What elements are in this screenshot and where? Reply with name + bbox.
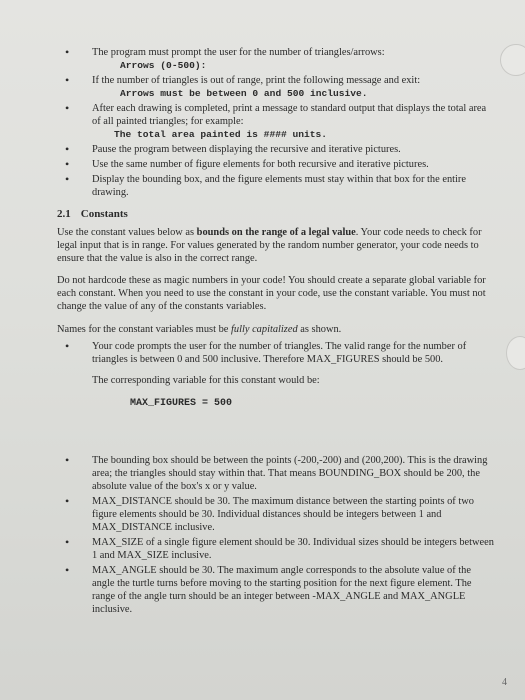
bullet-icon: • bbox=[65, 453, 70, 467]
list-item: • MAX_ANGLE should be 30. The maximum angle corresponds to the absolute value of the angle the turtle turns before moving to the starting position for the next figure element. The range of the angle turn should be an integer between -MAX_ANGLE and MAX_ANGLE inclusive. bbox=[65, 563, 472, 615]
bullet-icon: • bbox=[65, 494, 70, 508]
bullet-icon: • bbox=[65, 45, 70, 59]
paragraph: Do not hardcode these as magic numbers in your code! You should create a separate global variable for each constant. When you need to use the constant in your code, use the constant variable. You must not change the value of any of the constants variables. bbox=[57, 275, 486, 312]
list-item: • Your code prompts the user for the number of triangles. The valid range for the number of triangles is between 0 and 500 inclusive. Therefore MAX_FIGURES should be 500. bbox=[65, 339, 467, 365]
code-snippet: Arrows must be between 0 and 500 inclusive. bbox=[120, 88, 368, 99]
list-item: • Use the same number of figure elements for both recursive and iterative pictures. bbox=[65, 157, 429, 171]
bullet-icon: • bbox=[65, 73, 70, 87]
list-item: • Display the bounding box, and the figure elements must stay within that box for the entire drawing. bbox=[65, 172, 466, 198]
list-item: • MAX_DISTANCE should be 30. The maximum distance between the starting points of two figure elements should be 30. Individual distances should be integers between 1 and MAX_DISTANCE inclusive. bbox=[65, 494, 474, 533]
requirements-list bbox=[0, 46, 525, 201]
code-snippet: Arrows (0-500): bbox=[120, 60, 207, 71]
bullet-icon: • bbox=[65, 157, 70, 171]
page-number: 4 bbox=[502, 677, 507, 688]
bullet-icon: • bbox=[65, 142, 70, 156]
list-item: • After each drawing is completed, print a message to standard output that displays the total area of all painted triangles; for example: The total area painted is #### units. bbox=[0, 102, 525, 141]
list-item: • The bounding box should be between the points (-200,-200) and (200,200). This is the drawing area; the triangles should stay within that. That means BOUNDING_BOX should be 200, the absolute value of the box's x or y value. bbox=[65, 453, 488, 492]
paragraph: Names for the constant variables must be fully capitalized as shown. bbox=[57, 324, 342, 335]
code-example: MAX_FIGURES = 500 bbox=[130, 398, 233, 409]
list-item: • The program must prompt the user for the number of triangles/arrows: Arrows (0-500): bbox=[0, 46, 525, 72]
list-item: • If the number of triangles is out of range, print the following message and exit: Arrows must be between 0 and 500 inclusive. bbox=[0, 74, 525, 100]
paragraph: The corresponding variable for this constant would be: bbox=[92, 375, 320, 386]
bullet-icon: • bbox=[65, 563, 70, 577]
paragraph: Use the constant values below as bounds on the range of a legal value. Your code needs to check for legal input that is in range. For values generated by the random number generator, your code needs to ensure that the value is also in the correct range. bbox=[57, 227, 482, 264]
bullet-icon: • bbox=[65, 535, 70, 549]
list-item: • MAX_SIZE of a single figure element should be 30. Individual sizes should be integers between 1 and MAX_SIZE inclusive. bbox=[65, 535, 494, 561]
bullet-icon: • bbox=[65, 101, 70, 115]
bullet-icon: • bbox=[65, 172, 70, 186]
section-heading: 2.1 Constants bbox=[57, 208, 128, 220]
code-snippet: The total area painted is #### units. bbox=[114, 129, 328, 140]
list-item: • Pause the program between displaying the recursive and iterative pictures. bbox=[65, 142, 401, 156]
constant-list bbox=[0, 340, 525, 368]
constants-detail-list bbox=[0, 454, 525, 618]
bullet-icon: • bbox=[65, 339, 70, 353]
